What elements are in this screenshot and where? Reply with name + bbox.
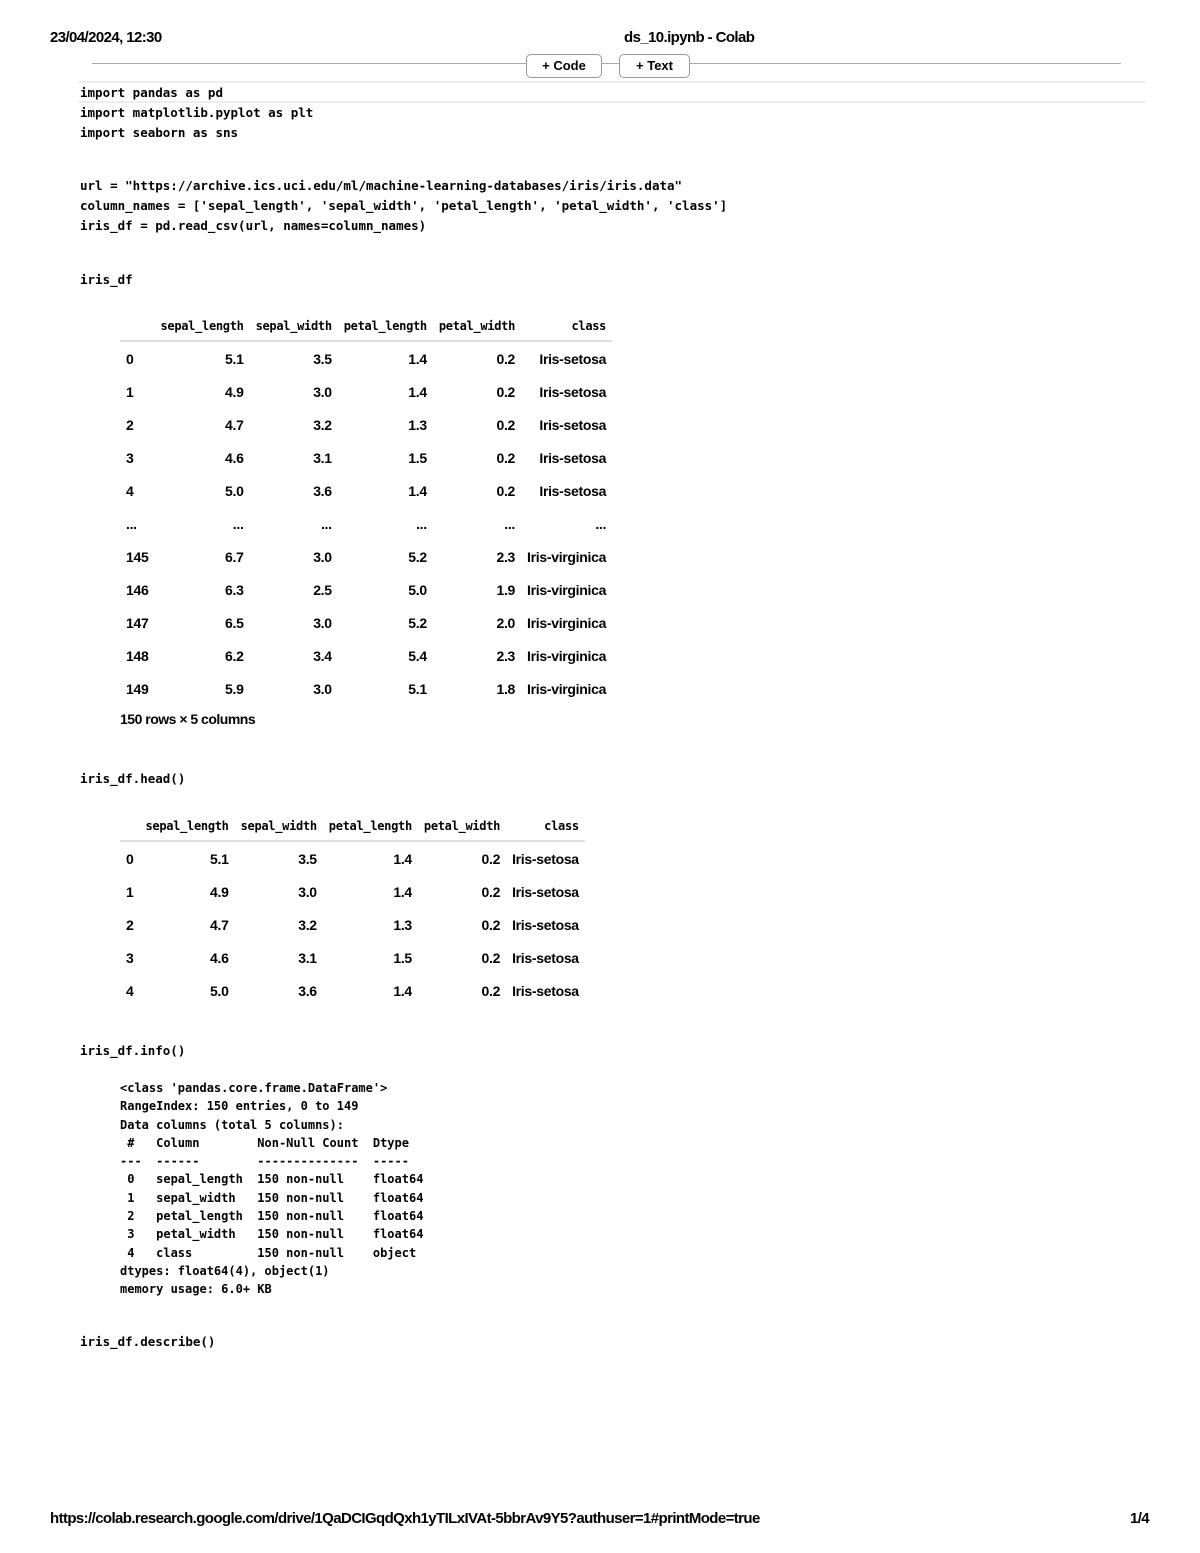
row-index: 3 (126, 449, 134, 466)
table-cell: 3.1 (313, 449, 332, 466)
table-cell: Iris-setosa (512, 883, 579, 900)
code-cell-info[interactable]: iris_df.info() (80, 1043, 186, 1058)
table-cell: Iris-setosa (539, 383, 607, 400)
row-index: 2 (126, 916, 134, 933)
table-cell: Iris-setosa (512, 949, 579, 966)
table-cell: 3.6 (313, 482, 332, 499)
table-header-row (120, 811, 585, 841)
table-cell: 0.2 (496, 350, 516, 367)
table-cell: 5.2 (408, 548, 427, 565)
table-cell: Iris-virginica (527, 581, 607, 598)
table-cell: 4.6 (210, 949, 229, 966)
table-cell: 0.2 (496, 416, 516, 433)
table-cell: 0.2 (481, 982, 501, 999)
row-index: 146 (126, 581, 149, 598)
column-header: petal_length (323, 811, 418, 841)
table-row (120, 375, 612, 408)
table-cell: 0.2 (496, 383, 516, 400)
table-cell: 3.0 (313, 680, 332, 697)
table-cell: 2.3 (496, 647, 516, 664)
table-cell: ... (416, 515, 427, 532)
table-cell: 1.4 (408, 482, 427, 499)
table-row (120, 875, 585, 908)
table-cell: Iris-virginica (527, 647, 607, 664)
table-cell: 0.2 (496, 482, 516, 499)
table-cell: ... (232, 515, 244, 532)
table-cell: 3.1 (298, 949, 317, 966)
table-cell: Iris-virginica (527, 614, 607, 631)
table-cell: 1.4 (408, 383, 427, 400)
column-header: sepal_width (250, 311, 338, 341)
table-cell: 3.5 (298, 850, 317, 867)
table-cell: 5.0 (408, 581, 427, 598)
table-cell: Iris-virginica (527, 548, 607, 565)
row-index: 147 (126, 614, 149, 631)
table-cell: 5.1 (210, 850, 229, 867)
table-cell: ... (504, 515, 516, 532)
code-cell-imports[interactable]: import pandas as pd import matplotlib.pyplot as plt import seaborn as sns (80, 85, 314, 140)
table-cell: 6.7 (225, 548, 244, 565)
table-row (120, 573, 612, 606)
table-cell: 3.4 (313, 647, 332, 664)
row-index: 1 (126, 383, 134, 400)
column-header: sepal_length (140, 811, 235, 841)
footer-url: https://colab.research.google.com/drive/1QaDCIGqdQxh1yTILxIVAt-5bbrAv9Y5?authuser=1#printMode=true (50, 1510, 760, 1527)
row-index: 0 (126, 350, 134, 367)
table-cell: 1.5 (408, 449, 427, 466)
dataframe-shape: 150 rows × 5 columns (120, 711, 256, 727)
table-cell: ... (320, 515, 332, 532)
row-index: ... (126, 515, 137, 532)
table-cell: Iris-setosa (539, 350, 607, 367)
table-cell: 1.9 (496, 581, 516, 598)
head-table (120, 811, 585, 1007)
table-cell: Iris-setosa (539, 449, 607, 466)
table-row (120, 639, 612, 672)
info-output: <class 'pandas.core.frame.DataFrame'> RangeIndex: 150 entries, 0 to 149 Data columns (total 5 columns): # Column Non-Null Count Dtype --- ------ -------------- ----- 0 sepal_length 150 non-null float64 1 sepal_width 150 non-null float64 2 petal_length 150 non-null float64 3 petal_width 150 non-null float64 4 class 150 non-null object dtypes: float64(4), object(1) memory usage: 6.0+ KB (120, 1081, 424, 1297)
code-cell-load-data[interactable]: url = "https://archive.ics.uci.edu/ml/machine-learning-databases/iris/iris.data" column_names = ['sepal_length', 'sepal_width', 'petal_length', 'petal_width', 'class'] iris_df = pd.read_csv(url, names=column_names) (80, 178, 728, 233)
table-cell: 5.2 (408, 614, 427, 631)
table-row (120, 841, 585, 875)
dataframe-table (120, 311, 612, 705)
column-header: sepal_length (154, 311, 249, 341)
table-row (120, 408, 612, 441)
column-header: petal_length (338, 311, 433, 341)
table-row (120, 908, 585, 941)
table-cell: 6.5 (225, 614, 244, 631)
table-cell: 2.0 (496, 614, 516, 631)
table-cell: 6.3 (225, 581, 244, 598)
column-header: class (521, 311, 612, 341)
table-cell: 3.6 (298, 982, 317, 999)
table-cell: Iris-setosa (539, 416, 607, 433)
table-row (120, 540, 612, 573)
table-cell: 4.7 (210, 916, 229, 933)
table-cell: 3.2 (298, 916, 317, 933)
table-cell: ... (595, 515, 607, 532)
table-cell: 1.4 (393, 850, 412, 867)
column-header: petal_width (418, 811, 506, 841)
table-row (120, 474, 612, 507)
row-index: 3 (126, 949, 134, 966)
row-index: 0 (126, 850, 134, 867)
row-index: 149 (126, 680, 149, 697)
table-cell: Iris-setosa (512, 916, 579, 933)
table-cell: 3.0 (313, 383, 332, 400)
table-cell: 1.4 (393, 982, 412, 999)
row-index: 4 (126, 482, 134, 499)
table-cell: 0.2 (481, 916, 501, 933)
table-cell: 2.3 (496, 548, 516, 565)
page-title: ds_10.ipynb - Colab (624, 29, 755, 46)
table-cell: 3.0 (313, 548, 332, 565)
index-header (120, 311, 154, 341)
table-cell: 5.1 (408, 680, 427, 697)
add-text-button[interactable]: + Text (619, 54, 690, 78)
table-cell: 5.9 (225, 680, 244, 697)
row-index: 145 (126, 548, 149, 565)
table-cell: 1.8 (496, 680, 516, 697)
row-index: 2 (126, 416, 134, 433)
table-cell: 1.4 (393, 883, 412, 900)
column-header: sepal_width (235, 811, 323, 841)
table-row (120, 974, 585, 1007)
table-cell: 3.0 (298, 883, 317, 900)
table-cell: 5.0 (225, 482, 244, 499)
table-row (120, 672, 612, 705)
print-datetime: 23/04/2024, 12:30 (50, 29, 162, 46)
table-cell: 1.3 (408, 416, 427, 433)
table-cell: 3.5 (313, 350, 332, 367)
code-cell-head[interactable]: iris_df.head() (80, 771, 186, 786)
table-cell: 4.6 (225, 449, 244, 466)
table-cell: 5.0 (210, 982, 229, 999)
table-cell: 4.9 (210, 883, 229, 900)
page-number: 1/4 (1130, 1510, 1150, 1527)
table-row (120, 606, 612, 639)
index-header (120, 811, 140, 841)
table-cell: 0.2 (481, 850, 501, 867)
table-cell: 0.2 (481, 883, 501, 900)
table-cell: Iris-virginica (527, 680, 607, 697)
table-cell: 0.2 (496, 449, 516, 466)
table-cell: 1.4 (408, 350, 427, 367)
table-row (120, 507, 612, 540)
toolbar-divider-right (689, 63, 1121, 64)
column-header: petal_width (433, 311, 521, 341)
table-cell: 0.2 (481, 949, 501, 966)
table-cell: 5.4 (408, 647, 427, 664)
toolbar-divider-middle (601, 63, 619, 64)
table-cell: Iris-setosa (512, 850, 579, 867)
table-cell: 6.2 (225, 647, 244, 664)
table-cell: 3.0 (313, 614, 332, 631)
table-cell: 4.9 (225, 383, 244, 400)
table-row (120, 341, 612, 375)
table-row (120, 941, 585, 974)
table-cell: 1.3 (393, 916, 412, 933)
table-cell: 4.7 (225, 416, 244, 433)
row-index: 148 (126, 647, 149, 664)
code-cell-show-df[interactable]: iris_df (80, 272, 133, 287)
table-cell: 5.1 (225, 350, 244, 367)
code-cell-describe[interactable]: iris_df.describe() (80, 1334, 216, 1349)
toolbar-divider-left (92, 63, 526, 64)
table-cell: 1.5 (393, 949, 412, 966)
column-header: class (506, 811, 585, 841)
table-header-row (120, 311, 612, 341)
add-code-button[interactable]: + Code (526, 54, 602, 78)
table-cell: Iris-setosa (539, 482, 607, 499)
table-row (120, 441, 612, 474)
table-cell: Iris-setosa (512, 982, 579, 999)
table-cell: 3.2 (313, 416, 332, 433)
row-index: 1 (126, 883, 134, 900)
table-cell: 2.5 (313, 581, 332, 598)
row-index: 4 (126, 982, 134, 999)
